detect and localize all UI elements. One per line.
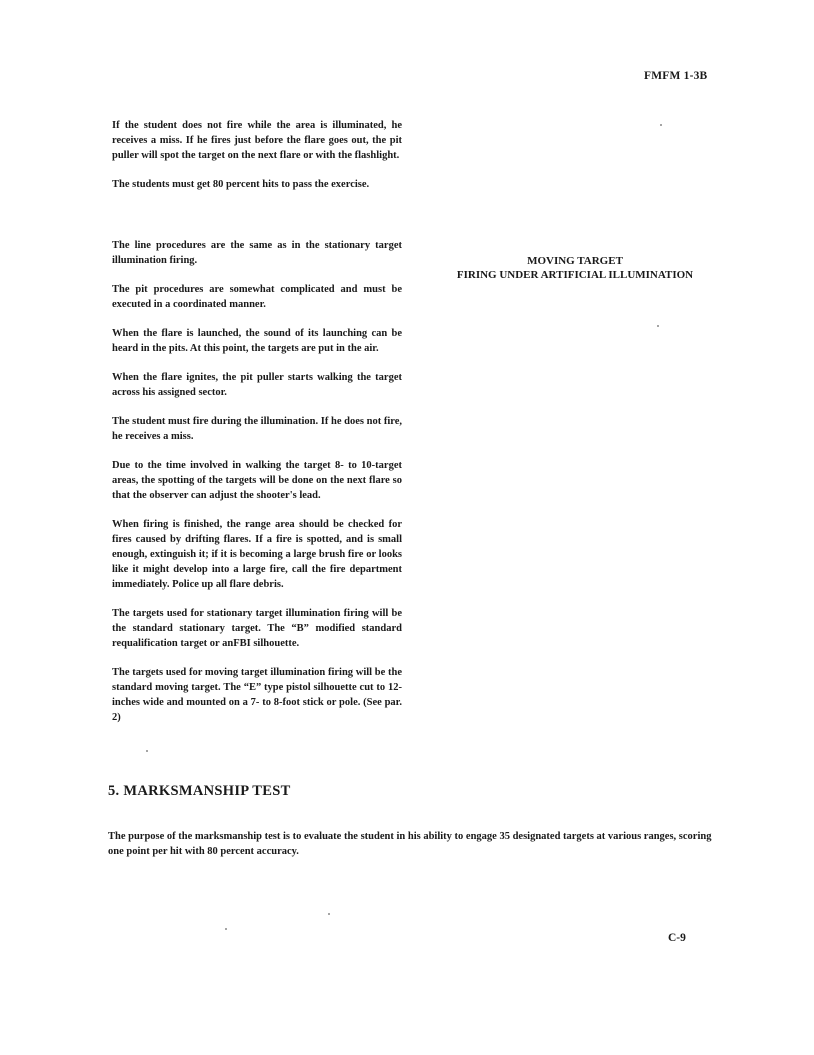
paragraph: When firing is finished, the range area should be checked for fires caused by drifting flares. If a fire is spotted, and is small enough, extinguish it; if it is becoming a large brush fire or looks like it might develop into a large fire, call the fire department immediately. Police up all flare debris. — [112, 519, 402, 590]
paragraph: When the flare ignites, the pit puller starts walking the target across his assigned sector. — [112, 372, 402, 398]
moving-target-heading — [455, 254, 695, 282]
paragraph: The line procedures are the same as in the stationary target illumination firing. — [112, 240, 402, 266]
document-id: FMFM 1-3B — [644, 70, 708, 82]
paragraph: If the student does not fire while the area is illuminated, he receives a miss. If he fires just before the flare goes out, the pit puller will spot the target on the next flare or with the flashlight. — [112, 120, 402, 161]
heading-line-1: MOVING TARGET — [527, 255, 623, 267]
page-number: C-9 — [668, 932, 686, 944]
scan-speck — [146, 750, 148, 752]
paragraph: The pit procedures are somewhat complicated and must be executed in a coordinated manner. — [112, 284, 402, 310]
scan-speck — [328, 913, 330, 915]
heading-line-2: FIRING UNDER ARTIFICIAL ILLUMINATION — [456, 269, 694, 281]
scan-speck — [657, 325, 659, 327]
scan-speck — [225, 928, 227, 930]
paragraph: The students must get 80 percent hits to pass the exercise. — [112, 179, 370, 190]
paragraph: The student must fire during the illumination. If he does not fire, he receives a miss. — [112, 416, 402, 442]
paragraph: Due to the time involved in walking the target 8- to 10-target areas, the spotting of the targets will be done on the next flare so that the observer can adjust the shooter's lead. — [112, 460, 402, 501]
section-title: 5. MARKSMANSHIP TEST — [108, 783, 291, 799]
paragraph: The targets used for stationary target illumination firing will be the standard stationary target. The “B” modified standard requalification target or anFBI silhouette. — [112, 608, 402, 649]
left-column — [112, 118, 402, 725]
scan-speck — [660, 124, 662, 126]
section-body: The purpose of the marksmanship test is to evaluate the student in his ability to engage 35 designated targets at various ranges, scoring one point per hit with 80 percent accuracy. — [108, 831, 712, 857]
paragraph: The targets used for moving target illumination firing will be the standard moving target. The “E” type pistol silhouette cut to 12-inches wide and mounted on a 7- to 8-foot stick or pole. (See par. 2) — [112, 667, 402, 723]
paragraph: When the flare is launched, the sound of its launching can be heard in the pits. At this point, the targets are put in the air. — [112, 328, 402, 354]
